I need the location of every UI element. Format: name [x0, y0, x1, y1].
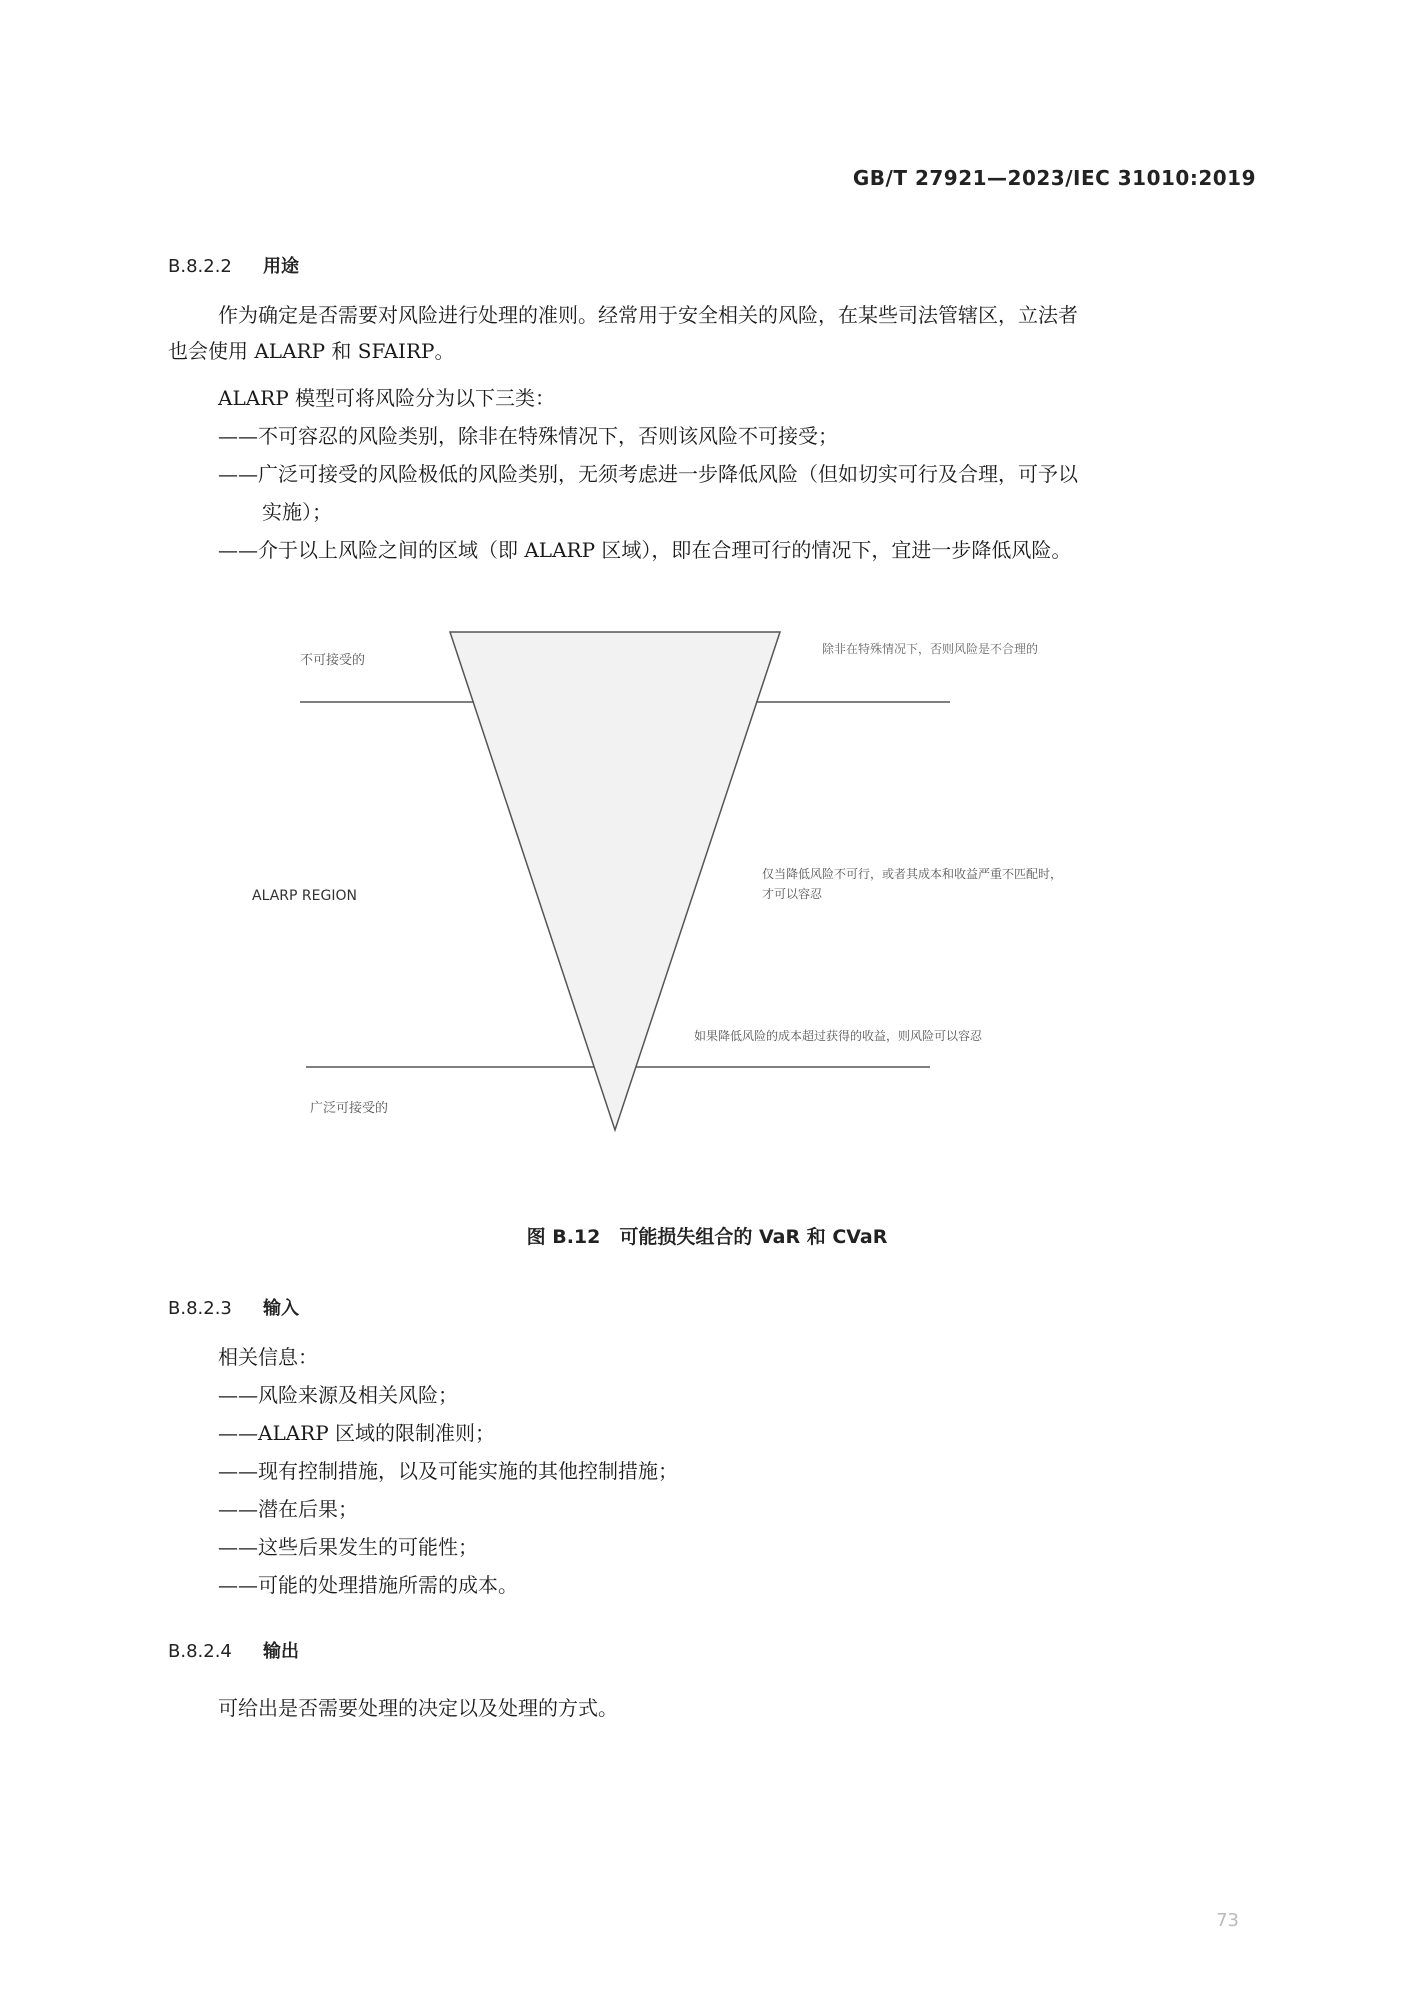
page-number: 73	[1216, 1910, 1239, 1931]
note-middle-line1: 仅当降低风险不可行，或者其成本和收益严重不匹配时，	[762, 867, 1063, 881]
list-item: ——现有控制措施，以及可能实施的其他控制措施；	[218, 1459, 678, 1483]
list-item: ——介于以上风险之间的区域（即 ALARP 区域），即在合理可行的情况下，宜进一步降低风险。	[218, 538, 1072, 562]
list-item-continuation: 实施）；	[262, 500, 332, 524]
list-item: ——可能的处理措施所需的成本。	[218, 1573, 518, 1597]
paragraph-line: 作为确定是否需要对风险进行处理的准则。经常用于安全相关的风险，在某些司法管辖区，立法者	[218, 303, 1078, 327]
section-heading-output	[168, 1637, 299, 1663]
list-item: ——广泛可接受的风险极低的风险类别，无须考虑进一步降低风险（但如切实可行及合理，可予以	[218, 462, 1078, 486]
section-title: 用途	[263, 256, 299, 277]
note-middle-line2: 才可以容忍	[762, 887, 823, 901]
label-intolerable: 不可接受的	[300, 653, 366, 668]
section-number: B.8.2.3	[168, 1298, 232, 1319]
list-item: ——这些后果发生的可能性；	[218, 1535, 478, 1559]
label-acceptable: 广泛可接受的	[310, 1101, 389, 1116]
list-item: ——ALARP 区域的限制准则；	[218, 1421, 496, 1445]
paragraph-line: 相关信息：	[218, 1345, 318, 1369]
list-item: ——不可容忍的风险类别，除非在特殊情况下，否则该风险不可接受；	[218, 424, 838, 448]
standard-number: GB/T 27921—2023/IEC 31010:2019	[852, 166, 1256, 190]
alarp-diagram	[252, 630, 1063, 1150]
section-title: 输入	[263, 1298, 299, 1319]
alarp-triangle	[450, 632, 780, 1130]
section-number: B.8.2.4	[168, 1641, 232, 1662]
paragraph-line: ALARP 模型可将风险分为以下三类：	[218, 386, 556, 410]
list-item: ——潜在后果；	[218, 1497, 358, 1521]
note-top: 除非在特殊情况下，否则风险是不合理的	[822, 642, 1039, 656]
paragraph-line: 也会使用 ALARP 和 SFAIRP。	[168, 339, 455, 363]
section-heading-purpose	[168, 252, 299, 278]
figure-caption: 图 B.12 可能损失组合的 VaR 和 CVaR	[526, 1226, 888, 1248]
section-title: 输出	[263, 1641, 299, 1662]
note-bottom: 如果降低风险的成本超过获得的收益，则风险可以容忍	[694, 1029, 983, 1043]
section-number: B.8.2.2	[168, 256, 232, 277]
list-item: ——风险来源及相关风险；	[218, 1383, 458, 1407]
paragraph-line: 可给出是否需要处理的决定以及处理的方式。	[218, 1696, 618, 1720]
label-alarp-region: ALARP REGION	[252, 888, 357, 904]
section-heading-input	[168, 1294, 299, 1320]
